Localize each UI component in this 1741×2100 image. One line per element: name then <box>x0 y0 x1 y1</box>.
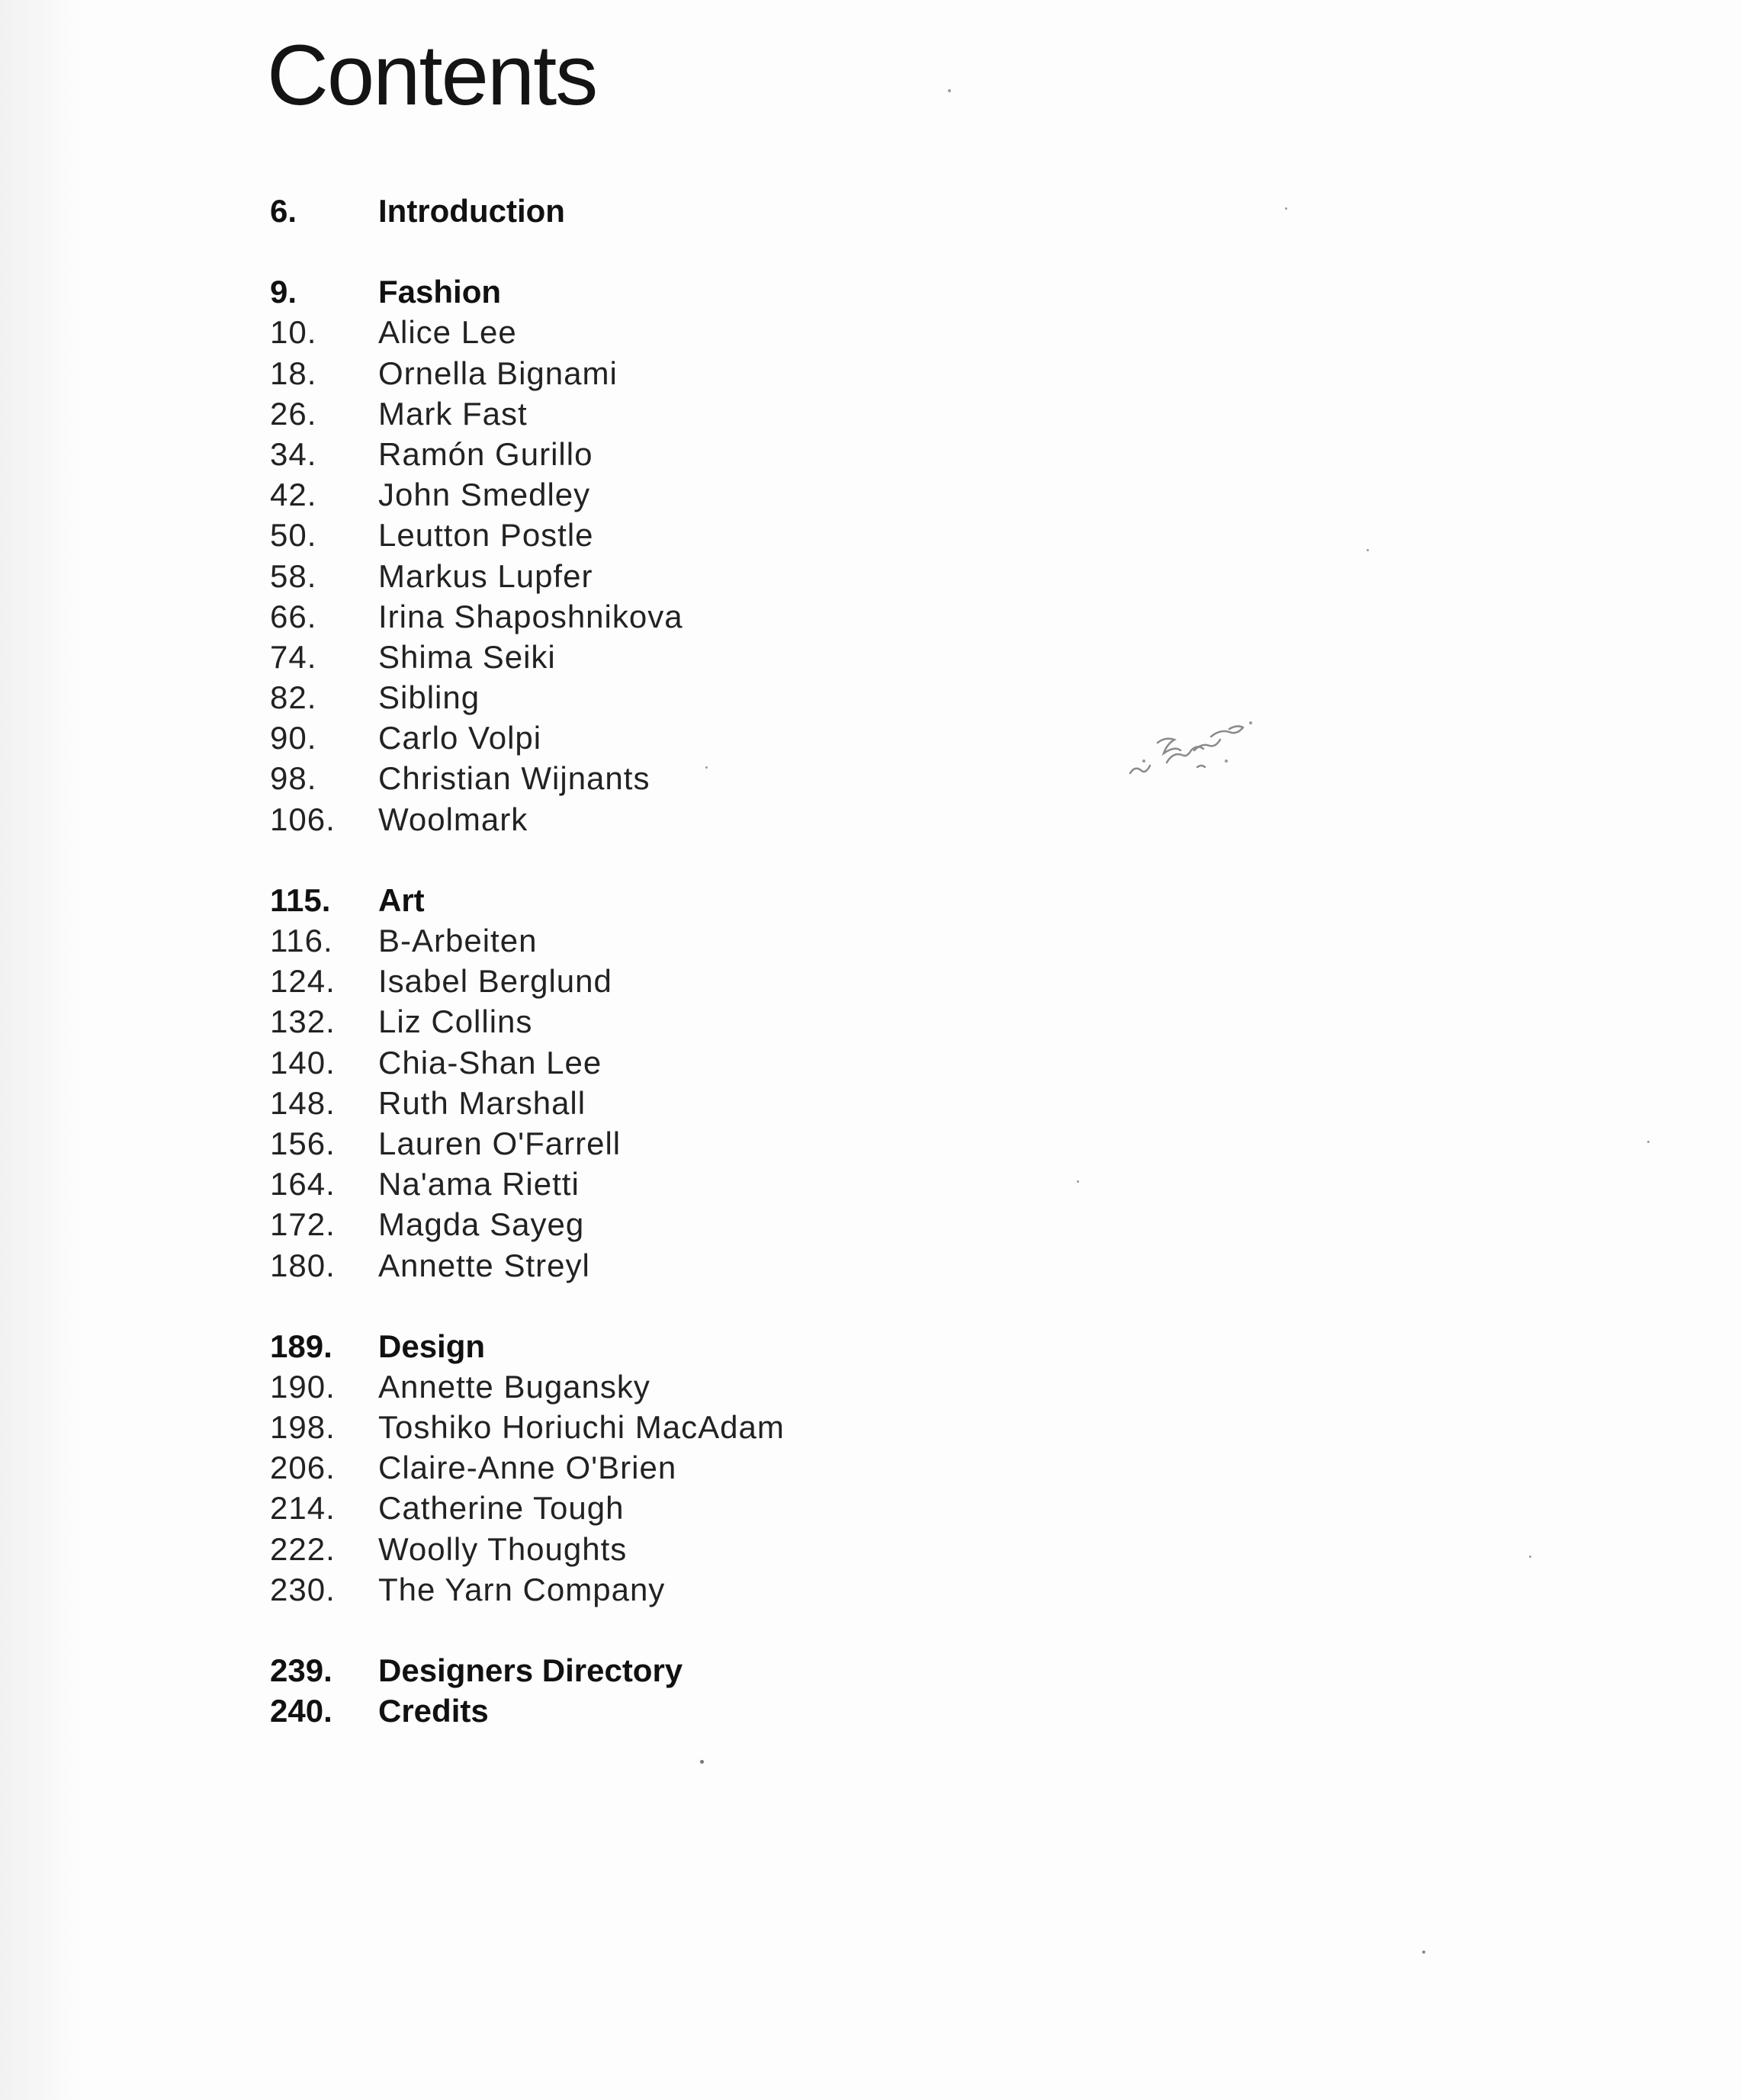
entry-name: Ramón Gurillo <box>378 435 593 472</box>
entry-name: Na'ama Rietti <box>378 1166 580 1203</box>
toc-entry <box>270 1204 785 1244</box>
toc-section-heading <box>270 1691 785 1731</box>
toc-section <box>270 1691 785 1731</box>
scan-speck <box>1285 207 1287 210</box>
toc-entry <box>270 1407 785 1447</box>
section-page-number: 239. <box>270 1652 332 1688</box>
scan-speck <box>1422 1951 1425 1954</box>
section-page-number: 240. <box>270 1693 332 1729</box>
toc-section-heading <box>270 880 785 920</box>
toc-entry <box>270 1447 785 1488</box>
toc-entry <box>270 718 785 758</box>
entry-name: Markus Lupfer <box>378 557 593 594</box>
entry-page-number: 42. <box>270 477 317 513</box>
toc-section-heading <box>270 191 785 231</box>
scan-speck <box>1529 1556 1531 1558</box>
scan-speck <box>705 766 708 769</box>
entry-page-number: 90. <box>270 720 317 756</box>
toc-section-heading <box>270 271 785 312</box>
toc-entry <box>270 1245 785 1286</box>
entry-page-number: 206. <box>270 1450 336 1486</box>
entry-name: Claire-Anne O'Brien <box>378 1450 677 1486</box>
toc-entry <box>270 1001 785 1042</box>
entry-page-number: 34. <box>270 435 317 472</box>
section-page-number: 115. <box>270 881 331 918</box>
toc-entry <box>270 961 785 1001</box>
section-page-number: 189. <box>270 1328 332 1364</box>
entry-page-number: 164. <box>270 1166 336 1203</box>
scan-speck <box>1077 1180 1079 1183</box>
toc-entry <box>270 393 785 434</box>
entry-name: Isabel Berglund <box>378 963 612 1000</box>
toc-section <box>270 271 785 840</box>
entry-name: Sibling <box>378 679 480 716</box>
scan-speck <box>700 1760 704 1764</box>
entry-page-number: 82. <box>270 679 317 716</box>
entry-name: Christian Wijnants <box>378 760 650 797</box>
section-title: Credits <box>378 1693 489 1729</box>
entry-page-number: 10. <box>270 314 317 351</box>
toc-entry <box>270 1083 785 1123</box>
entry-name: Lauren O'Farrell <box>378 1125 622 1161</box>
entry-page-number: 198. <box>270 1409 336 1446</box>
entry-name: Carlo Volpi <box>378 720 542 756</box>
entry-page-number: 222. <box>270 1530 336 1567</box>
entry-name: B-Arbeiten <box>378 923 538 958</box>
toc-entry <box>270 596 785 637</box>
toc-entry <box>270 1366 785 1407</box>
entry-name: The Yarn Company <box>378 1571 666 1607</box>
entry-name: Ornella Bignami <box>378 355 618 391</box>
toc-entry <box>270 353 785 393</box>
entry-page-number: 140. <box>270 1044 336 1081</box>
entry-name: Annette Bugansky <box>378 1368 650 1405</box>
entry-name: Chia-Shan Lee <box>378 1044 602 1081</box>
entry-page-number: 74. <box>270 638 317 675</box>
entry-page-number: 230. <box>270 1571 336 1607</box>
toc-entry <box>270 474 785 515</box>
toc-section <box>270 1326 785 1610</box>
entry-page-number: 26. <box>270 395 317 432</box>
entry-page-number: 50. <box>270 517 317 554</box>
table-of-contents <box>270 191 785 1771</box>
section-title: Fashion <box>378 274 502 310</box>
entry-page-number: 98. <box>270 760 317 797</box>
toc-entry <box>270 920 785 961</box>
entry-name: Shima Seiki <box>378 638 556 675</box>
toc-section <box>270 1650 785 1691</box>
entry-name: Liz Collins <box>378 1003 533 1040</box>
entry-page-number: 18. <box>270 355 317 391</box>
toc-entry <box>270 1042 785 1083</box>
page-title: Contents <box>267 27 597 123</box>
entry-name: Woolly Thoughts <box>378 1530 628 1567</box>
entry-name: Toshiko Horiuchi MacAdam <box>378 1409 785 1446</box>
section-title: Introduction <box>378 193 565 229</box>
section-page-number: 6. <box>270 193 297 229</box>
entry-page-number: 58. <box>270 557 317 594</box>
section-title: Designers Directory <box>378 1652 683 1688</box>
section-title: Art <box>378 881 425 918</box>
scan-speck <box>1647 1141 1649 1143</box>
toc-entry <box>270 1569 785 1610</box>
entry-name: Irina Shaposhnikova <box>378 598 683 634</box>
toc-entry <box>270 556 785 596</box>
entry-page-number: 132. <box>270 1003 336 1040</box>
entry-name: Leutton Postle <box>378 517 594 554</box>
page-gutter-shadow <box>0 0 84 2100</box>
toc-section-heading <box>270 1326 785 1366</box>
toc-entry <box>270 799 785 840</box>
entry-name: Magda Sayeg <box>378 1206 585 1243</box>
toc-entry <box>270 434 785 474</box>
pencil-mark <box>1121 700 1266 784</box>
entry-page-number: 116. <box>270 923 333 958</box>
toc-entry <box>270 1164 785 1204</box>
toc-entry <box>270 1488 785 1528</box>
entry-name: Annette Streyl <box>378 1247 590 1283</box>
entry-name: Woolmark <box>378 801 528 837</box>
entry-page-number: 148. <box>270 1084 336 1121</box>
entry-page-number: 214. <box>270 1490 336 1527</box>
entry-page-number: 106. <box>270 801 336 837</box>
section-title: Design <box>378 1328 486 1364</box>
toc-entry <box>270 1123 785 1164</box>
entry-page-number: 180. <box>270 1247 336 1283</box>
entry-name: Alice Lee <box>378 314 517 351</box>
entry-page-number: 66. <box>270 598 317 634</box>
toc-section-heading <box>270 1650 785 1691</box>
entry-page-number: 156. <box>270 1125 336 1161</box>
entry-name: Ruth Marshall <box>378 1084 586 1121</box>
entry-name: Mark Fast <box>378 395 528 432</box>
entry-page-number: 190. <box>270 1368 336 1405</box>
entry-page-number: 172. <box>270 1206 336 1243</box>
toc-entry <box>270 758 785 798</box>
entry-name: Catherine Tough <box>378 1490 625 1527</box>
toc-entry <box>270 1529 785 1569</box>
scan-speck <box>948 89 951 92</box>
toc-section <box>270 880 785 1286</box>
toc-entry <box>270 637 785 677</box>
toc-entry <box>270 677 785 718</box>
toc-entry <box>270 515 785 555</box>
toc-section <box>270 191 785 231</box>
section-page-number: 9. <box>270 274 297 310</box>
entry-page-number: 124. <box>270 963 336 1000</box>
toc-entry <box>270 312 785 352</box>
scan-speck <box>1367 549 1369 551</box>
entry-name: John Smedley <box>378 477 591 513</box>
